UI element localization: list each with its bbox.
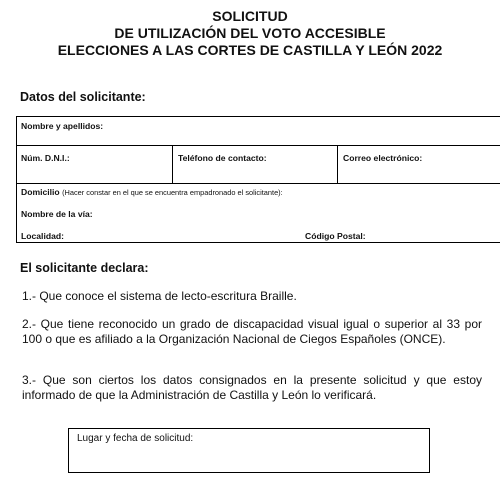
postal-code-field-label: Código Postal: [305,231,366,241]
declaration-section-title: El solicitante declara: [20,261,149,275]
document-subtitle: DE UTILIZACIÓN DEL VOTO ACCESIBLE [114,25,386,41]
address-field-label [21,187,283,197]
document-title: SOLICITUD [212,8,288,24]
declaration-item-2: 2.- Que tiene reconocido un grado de discapacidad visual igual o superior al 33 por 100 o que es afiliado a la Organización Nacional de Ciegos Españoles (ONCE). [22,317,482,346]
row-divider [17,145,500,146]
phone-field-label: Teléfono de contacto: [178,153,267,163]
street-field-label: Nombre de la vía: [21,209,93,219]
election-title: ELECCIONES A LAS CORTES DE CASTILLA Y LEÓN 2022 [57,42,443,58]
declaration-item-1: 1.- Que conoce el sistema de lecto-escritura Braille. [22,289,297,303]
place-date-label: Lugar y fecha de solicitud: [77,433,194,444]
email-field-label: Correo electrónico: [343,153,423,163]
applicant-section-title: Datos del solicitante: [20,90,146,104]
locality-field-label: Localidad: [21,231,64,241]
address-note: (Hacer constar en el que se encuentra empadronado el solicitante): [62,188,283,197]
dni-field-label: Núm. D.N.I.: [21,153,70,163]
address-label: Domicilio [21,187,60,197]
declaration-item-3: 3.- Que son ciertos los datos consignados en la presente solicitud y que estoy informado de que la Administración de Castilla y León lo verificará. [22,373,482,402]
row-divider [17,183,500,184]
column-divider [337,145,338,183]
applicant-data-table [16,116,500,243]
place-date-box[interactable] [68,428,430,473]
column-divider [172,145,173,183]
name-field-label: Nombre y apellidos: [21,121,104,131]
